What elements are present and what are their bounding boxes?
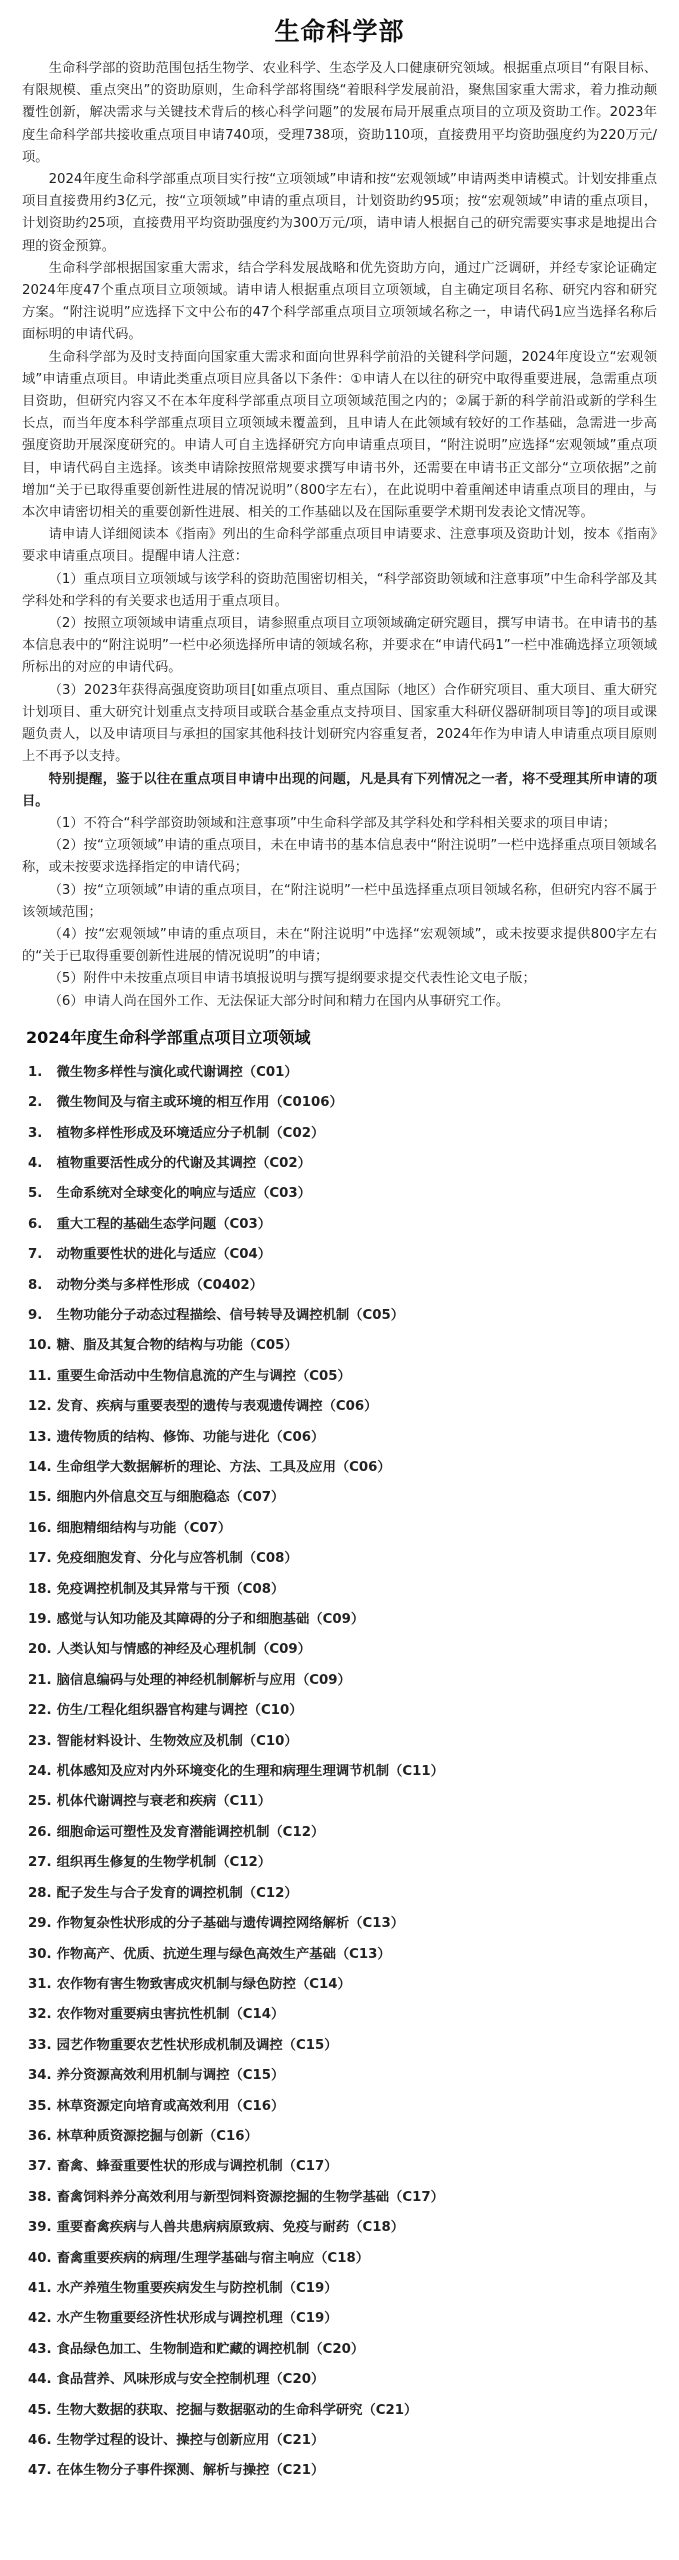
- list-item: [28, 1179, 657, 1209]
- list-item: [28, 1605, 657, 1635]
- list-item-number: 23.: [28, 1733, 52, 1749]
- list-item-number: 27.: [28, 1855, 52, 1871]
- areas-list: [22, 1058, 657, 2487]
- list-item-label: 重大工程的基础生态学问题（C03）: [56, 1216, 272, 1232]
- list-item-number: 26.: [28, 1824, 52, 1840]
- list-item-label: 作物高产、优质、抗逆生理与绿色高效生产基础（C13）: [56, 1946, 391, 1962]
- list-item-label: 生物学过程的设计、操控与创新应用（C21）: [56, 2433, 325, 2449]
- list-item: [28, 2061, 657, 2091]
- list-item: [28, 1514, 657, 1544]
- list-item-label: 园艺作物重要农艺性状形成机制及调控（C15）: [56, 2037, 338, 2053]
- list-item: [28, 1848, 657, 1878]
- paragraph: 生命科学部根据国家重大需求，结合学科发展战略和优先资助方向，通过广泛调研，并经专家论证确定2024年度47个重点项目立项领域。请申请人根据重点项目立项领域，自主确定项目名称、研究内容和研究方案。“附注说明”应选择下文中公布的47个科学部重点项目立项领域名称之一，申请代码1应当选择名称后面标明的申请代码。: [22, 260, 657, 343]
- paragraph: （2）按“立项领域”申请的重点项目，未在申请书的基本信息表中“附注说明”一栏中选择重点项目领域名称，或未按要求选择指定的申请代码；: [22, 838, 657, 876]
- list-item: [28, 1453, 657, 1483]
- list-item-label: 细胞精细结构与功能（C07）: [56, 1520, 232, 1536]
- list-item-label: 仿生/工程化组织器官构建与调控（C10）: [56, 1703, 303, 1719]
- list-item: [28, 2152, 657, 2182]
- list-item-number: 46.: [28, 2433, 52, 2449]
- list-item-label: 农作物对重要病虫害抗性机制（C14）: [56, 2007, 285, 2023]
- list-item-number: 20.: [28, 1642, 52, 1658]
- list-item: [28, 1240, 657, 1270]
- list-item-label: 机体代谢调控与衰老和疾病（C11）: [56, 1794, 272, 1810]
- list-item: [28, 2304, 657, 2334]
- paragraph: （4）按“宏观领域”申请的重点项目，未在“附注说明”中选择“宏观领域”，或未按要求提供800字左右的“关于已取得重要创新性进展的情况说明”的申请；: [22, 926, 657, 965]
- list-item-label: 植物多样性形成及环境适应分子机制（C02）: [56, 1125, 325, 1141]
- list-item-label: 免疫调控机制及其异常与干预（C08）: [56, 1581, 285, 1597]
- paragraph: （1）不符合“科学部资助领域和注意事项”中生命科学部及其学科处和学科相关要求的项目申请；: [48, 815, 617, 831]
- list-item: [28, 1727, 657, 1757]
- list-item-number: 1.: [28, 1064, 43, 1080]
- list-item-label: 林草资源定向培育或高效利用（C16）: [56, 2098, 285, 2114]
- list-item-number: 19.: [28, 1612, 52, 1628]
- list-item-number: 11.: [28, 1368, 52, 1384]
- list-item: [28, 1088, 657, 1118]
- list-item-number: 39.: [28, 2220, 52, 2236]
- list-item: [28, 2396, 657, 2426]
- list-item-number: 12.: [28, 1399, 52, 1415]
- list-item: [28, 2122, 657, 2152]
- list-item-label: 水产养殖生物重要疾病发生与防控机制（C19）: [56, 2280, 338, 2296]
- areas-heading: 2024年度生命科学部重点项目立项领域: [26, 1027, 311, 1047]
- list-item-label: 生命组学大数据解析的理论、方法、工具及应用（C06）: [56, 1460, 391, 1476]
- list-item-number: 32.: [28, 2007, 52, 2023]
- list-item: [28, 1970, 657, 2000]
- list-item-label: 食品绿色加工、生物制造和贮藏的调控机制（C20）: [56, 2341, 365, 2357]
- list-item-number: 42.: [28, 2311, 52, 2327]
- list-item-number: 43.: [28, 2341, 52, 2357]
- list-item: [28, 2092, 657, 2122]
- paragraph: 特别提醒，鉴于以往在重点项目申请中出现的问题，凡是具有下列情况之一者，将不受理其所申请的项目。: [22, 771, 657, 809]
- list-item-number: 9.: [28, 1307, 43, 1323]
- list-item-label: 脑信息编码与处理的神经机制解析与应用（C09）: [56, 1672, 351, 1688]
- list-item: [28, 1757, 657, 1787]
- list-item-label: 农作物有害生物致害成灾机制与绿色防控（C14）: [56, 1976, 351, 1992]
- list-item-label: 食品营养、风味形成与安全控制机理（C20）: [56, 2372, 325, 2388]
- list-item-label: 畜禽、蜂蚕重要性状的形成与调控机制（C17）: [56, 2159, 338, 2175]
- list-item-label: 组织再生修复的生物学机制（C12）: [56, 1855, 272, 1871]
- paragraph: （3）2023年获得高强度资助项目[如重点项目、重点国际（地区）合作研究项目、重大项目、重大研究计划项目、重大研究计划重点支持项目或联合基金重点支持项目、国家重大科研仪器研制项目等]的项目或课题负责人，以及申请项目与承担的国家其他科技计划研究内容重复者，2024年作为申请人申请重点项目原则上不再予以支持。: [22, 682, 657, 765]
- list-item-number: 22.: [28, 1703, 52, 1719]
- list-item-label: 生命系统对全球变化的响应与适应（C03）: [56, 1186, 311, 1202]
- list-item-number: 8.: [28, 1277, 43, 1293]
- list-item: [28, 1909, 657, 1939]
- list-item: [28, 2213, 657, 2243]
- list-item-number: 4.: [28, 1155, 43, 1171]
- list-item-label: 植物重要活性成分的代谢及其调控（C02）: [56, 1155, 311, 1171]
- list-item-number: 21.: [28, 1672, 52, 1688]
- list-item-number: 3.: [28, 1125, 43, 1141]
- list-item-number: 41.: [28, 2280, 52, 2296]
- list-item-label: 配子发生与合子发育的调控机制（C12）: [56, 1885, 298, 1901]
- list-item: [28, 1818, 657, 1848]
- paragraph: （3）按“立项领域”申请的重点项目，在“附注说明”一栏中虽选择重点项目领域名称，但研究内容不属于该领域范围；: [22, 882, 657, 920]
- list-item-label: 细胞命运可塑性及发育潜能调控机制（C12）: [56, 1824, 325, 1840]
- list-item-number: 2.: [28, 1095, 43, 1111]
- list-item: [28, 2426, 657, 2456]
- list-item: [28, 1635, 657, 1665]
- list-item: [28, 1149, 657, 1179]
- list-item-label: 作物复杂性状形成的分子基础与遗传调控网络解析（C13）: [56, 1916, 405, 1932]
- list-item-label: 人类认知与情感的神经及心理机制（C09）: [56, 1642, 311, 1658]
- list-item: [28, 1787, 657, 1817]
- list-item-number: 44.: [28, 2372, 52, 2388]
- list-item: [28, 2456, 657, 2486]
- list-item-number: 47.: [28, 2463, 52, 2479]
- list-item-number: 16.: [28, 1520, 52, 1536]
- list-item-label: 在体生物分子事件探测、解析与操控（C21）: [56, 2463, 325, 2479]
- list-item: [28, 1483, 657, 1513]
- list-item-number: 5.: [28, 1186, 43, 1202]
- list-item: [28, 1058, 657, 1088]
- list-item-label: 生物功能分子动态过程描绘、信号转导及调控机制（C05）: [56, 1307, 405, 1323]
- list-item: [28, 1666, 657, 1696]
- list-item-label: 糖、脂及其复合物的结构与功能（C05）: [56, 1338, 298, 1354]
- list-item-number: 37.: [28, 2159, 52, 2175]
- list-item-number: 15.: [28, 1490, 52, 1506]
- list-item-number: 31.: [28, 1976, 52, 1992]
- list-item-number: 28.: [28, 1885, 52, 1901]
- paragraph: 生命科学部为及时支持面向国家重大需求和面向世界科学前沿的关键科学问题，2024年度设立“宏观领域”申请重点项目。申请此类重点项目应具备以下条件：①申请人在以往的研究中取得重要进展，急需重点项目资助，但研究内容又不在本年度科学部重点项目立项领域范围之内的；②属于新的科学前沿或新的学科生长点，而当年度本科学部重点项目立项领域未覆盖到，且申请人在此领域有较好的工作基础，急需进一步高强度资助开展深度研究的。申请人可自主选择研究方向申请重点项目，“附注说明”应选择“宏观领域”重点项目，申请代码自主选择。该类申请除按照常规要求撰写申请书外，还需要在申请书正文部分“立项依据”之前增加“关于已取得重要创新性进展的情况说明”（800字左右），在此说明中着重阐述申请重点项目的理由，与本次申请密切相关的重要创新性进展、相关的工作基础以及在国际重要学术期刊发表论文情况等。: [22, 349, 657, 521]
- intro-text: [22, 58, 657, 1013]
- list-item: [28, 2335, 657, 2365]
- list-item: [28, 1331, 657, 1361]
- list-item-label: 发育、疾病与重要表型的遗传与表观遗传调控（C06）: [56, 1399, 378, 1415]
- list-item-label: 机体感知及应对内外环境变化的生理和病理生理调节机制（C11）: [56, 1764, 444, 1780]
- list-item: [28, 2244, 657, 2274]
- list-item-label: 细胞内外信息交互与细胞稳态（C07）: [56, 1490, 285, 1506]
- list-item-label: 重要生命活动中生物信息流的产生与调控（C05）: [56, 1368, 351, 1384]
- paragraph: 2024年度生命科学部重点项目实行按“立项领域”申请和按“宏观领域”申请两类申请模式。计划安排重点项目直接费用约3亿元，按“立项领域”申请的重点项目，计划资助约95项；按“宏观领域”申请的重点项目，计划资助约25项，直接费用平均资助强度约为300万元/项，请申请人根据自己的研究需要实事求是地提出合理的资金预算。: [22, 172, 657, 254]
- list-item: [28, 1301, 657, 1331]
- list-item-label: 养分资源高效利用机制与调控（C15）: [56, 2068, 285, 2084]
- list-item-label: 畜禽饲料养分高效利用与新型饲料资源挖掘的生物学基础（C17）: [56, 2189, 444, 2205]
- list-item-label: 感觉与认知功能及其障碍的分子和细胞基础（C09）: [56, 1612, 365, 1628]
- list-item: [28, 1210, 657, 1240]
- list-item: [28, 2183, 657, 2213]
- list-item-number: 29.: [28, 1916, 52, 1932]
- list-item-number: 17.: [28, 1551, 52, 1567]
- paragraph: （5）附件中未按重点项目申请书填报说明与撰写提纲要求提交代表性论文电子版；: [48, 971, 536, 987]
- page-title: 生命科学部: [274, 17, 405, 46]
- list-item: [28, 1696, 657, 1726]
- list-item-number: 7.: [28, 1247, 43, 1263]
- list-item-number: 24.: [28, 1764, 52, 1780]
- paragraph: （1）重点项目立项领域与该学科的资助范围密切相关，“科学部资助领域和注意事项”中生命科学部及其学科处和学科的有关要求也适用于重点项目。: [22, 571, 657, 609]
- paragraph: （2）按照立项领域申请重点项目，请参照重点项目立项领域确定研究题目，撰写申请书。在申请书的基本信息表中的“附注说明”一栏中必须选择所申请的领域名称，并要求在“申请代码1”一栏中准确选择立项领域所标出的对应的申请代码。: [22, 616, 657, 676]
- list-item-number: 33.: [28, 2037, 52, 2053]
- list-item: [28, 1392, 657, 1422]
- list-item: [28, 1271, 657, 1301]
- list-item: [28, 1423, 657, 1453]
- list-item-number: 14.: [28, 1460, 52, 1476]
- list-item-number: 13.: [28, 1429, 52, 1445]
- list-item-number: 10.: [28, 1338, 52, 1354]
- list-item-number: 40.: [28, 2250, 52, 2266]
- list-item-label: 林草种质资源挖掘与创新（C16）: [56, 2128, 258, 2144]
- list-item-label: 微生物多样性与演化或代谢调控（C01）: [56, 1064, 298, 1080]
- list-item-number: 18.: [28, 1581, 52, 1597]
- list-item: [28, 1362, 657, 1392]
- paragraph: 请申请人详细阅读本《指南》列出的生命科学部重点项目申请要求、注意事项及资助计划，按本《指南》要求申请重点项目。提醒申请人注意：: [22, 527, 657, 565]
- list-item-label: 智能材料设计、生物效应及机制（C10）: [56, 1733, 298, 1749]
- list-item: [28, 1575, 657, 1605]
- list-item-number: 45.: [28, 2402, 52, 2418]
- paragraph: （6）申请人尚在国外工作、无法保证大部分时间和精力在国内从事研究工作。: [48, 993, 510, 1009]
- list-item-label: 水产生物重要经济性状形成与调控机理（C19）: [56, 2311, 338, 2327]
- list-item-label: 重要畜禽疾病与人兽共患病病原致病、免疫与耐药（C18）: [56, 2220, 405, 2236]
- paragraph: 生命科学部的资助范围包括生物学、农业科学、生态学及人口健康研究领域。根据重点项目“有限目标、有限规模、重点突出”的资助原则，生命科学部将围绕“着眼科学发展前沿，聚焦国家重大需求，着力推动颠覆性创新，解决需求与关键技术背后的核心科学问题”的发展布局开展重点项目的立项及资助工作。2023年度生命科学部共接收重点项目申请740项，受理738项，资助110项，直接费用平均资助强度约为220万元/项。: [22, 61, 657, 165]
- list-item-number: 38.: [28, 2189, 52, 2205]
- list-item-label: 动物重要性状的进化与适应（C04）: [56, 1247, 272, 1263]
- list-item: [28, 1119, 657, 1149]
- list-item: [28, 1544, 657, 1574]
- list-item: [28, 2365, 657, 2395]
- list-item-label: 动物分类与多样性形成（C0402）: [56, 1277, 263, 1293]
- list-item-label: 遗传物质的结构、修饰、功能与进化（C06）: [56, 1429, 325, 1445]
- list-item-number: 30.: [28, 1946, 52, 1962]
- list-item-number: 34.: [28, 2068, 52, 2084]
- list-item-number: 36.: [28, 2128, 52, 2144]
- list-item: [28, 2274, 657, 2304]
- list-item-number: 6.: [28, 1216, 43, 1232]
- list-item-number: 25.: [28, 1794, 52, 1810]
- list-item-label: 畜禽重要疾病的病理/生理学基础与宿主响应（C18）: [56, 2250, 369, 2266]
- list-item: [28, 1879, 657, 1909]
- list-item-label: 免疫细胞发育、分化与应答机制（C08）: [56, 1551, 298, 1567]
- list-item: [28, 1940, 657, 1970]
- list-item-label: 生物大数据的获取、挖掘与数据驱动的生命科学研究（C21）: [56, 2402, 418, 2418]
- list-item-label: 微生物间及与宿主或环境的相互作用（C0106）: [56, 1095, 343, 1111]
- list-item: [28, 2031, 657, 2061]
- list-item: [28, 2000, 657, 2030]
- list-item-number: 35.: [28, 2098, 52, 2114]
